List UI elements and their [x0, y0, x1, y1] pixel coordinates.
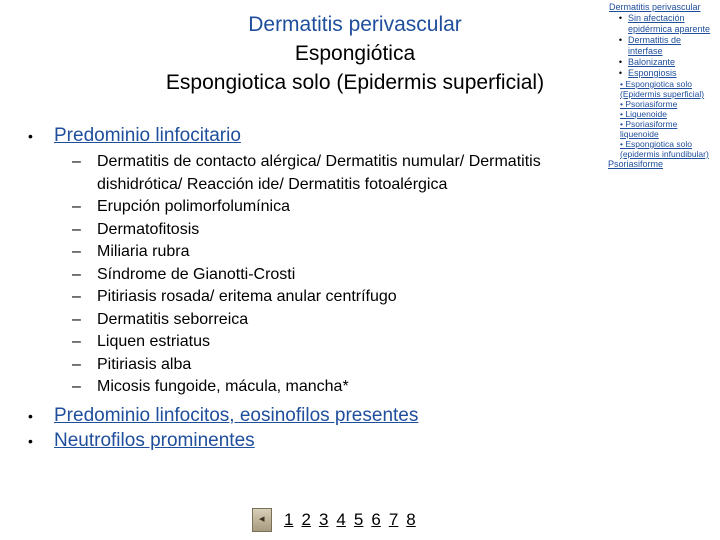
list-item: [72, 219, 598, 242]
bullet-dot-icon: •: [618, 35, 622, 45]
title-line-3: Espongiotica solo (Epidermis superficial): [165, 71, 545, 94]
mini-level1-link[interactable]: Balonizante: [628, 57, 676, 67]
list-item-text: Pitiriasis alba: [97, 355, 192, 373]
list-item-text: Liquen estriatus: [97, 333, 210, 350]
page-link-7[interactable]: 7: [388, 510, 399, 529]
slide-title: [148, 10, 562, 97]
dash-icon: –: [72, 288, 81, 305]
page-link-4[interactable]: 4: [336, 510, 346, 529]
main-content: [28, 125, 598, 452]
page-number-list: [284, 510, 424, 530]
mini-level1-item[interactable]: [598, 68, 718, 79]
list-item: [72, 196, 598, 219]
dash-icon: –: [72, 310, 81, 328]
list-item: [72, 354, 598, 377]
list-item: [72, 151, 598, 196]
list-item-text: Miliaria rubra: [97, 243, 190, 260]
bullet-dot-icon: •: [618, 57, 622, 67]
list-item: [72, 286, 598, 309]
mini-level1-link[interactable]: Sin afectación epidérmica aparente: [628, 13, 711, 34]
dash-icon: –: [72, 153, 81, 170]
nav-home-button[interactable]: [252, 508, 272, 532]
dash-icon: –: [72, 355, 81, 373]
dash-icon: –: [72, 378, 81, 395]
list-item: [72, 241, 598, 264]
dash-icon: –: [72, 333, 81, 350]
page-link-3[interactable]: 3: [318, 510, 329, 529]
mini-level2-link[interactable]: • Espongiotica solo (Epidermis superficial): [620, 79, 705, 99]
list-item-text: Dermatitis seborreica: [97, 310, 249, 328]
page-link-6[interactable]: 6: [371, 510, 381, 529]
dash-icon: –: [72, 220, 81, 238]
list-item-text: Dermatitis de contacto alérgica/ Dermatitis numular/ Dermatitis dishidrótica/ Reacción ide/ Dermatitis fotoalérgica: [97, 153, 541, 193]
mini-psoriasiforme-link[interactable]: Psoriasiforme: [608, 159, 664, 169]
title-line-2: Espongiótica: [294, 42, 416, 65]
mini-level1-list: [598, 13, 718, 79]
mini-level1-item[interactable]: [598, 35, 718, 57]
home-icon: ◂: [259, 513, 265, 525]
mini-header-link[interactable]: Dermatitis perivascular: [609, 2, 701, 12]
dash-icon: –: [72, 265, 81, 283]
bullet-link[interactable]: Neutrofilos prominentes: [54, 429, 255, 451]
list-item-text: Micosis fungoide, mácula, mancha*: [97, 378, 349, 395]
page-link-2[interactable]: 2: [301, 510, 311, 529]
page-link-8[interactable]: 8: [406, 510, 416, 529]
page-link-5[interactable]: 5: [353, 510, 364, 529]
page-link-1[interactable]: 1: [284, 510, 294, 529]
bullet-dot-icon: •: [28, 432, 33, 449]
mini-level2-link[interactable]: • Psoriasiforme liquenoide: [620, 119, 678, 139]
list-item: [72, 264, 598, 287]
mini-level1-item[interactable]: [598, 13, 718, 35]
sub-items-list: [28, 151, 598, 399]
bullet-dot-icon: •: [618, 13, 622, 23]
mini-level2-link[interactable]: • Espongiotica solo (epidermis infundibular): [620, 139, 709, 159]
bullet-link[interactable]: Predominio linfocitos, eosinofilos presentes: [54, 404, 419, 426]
title-line-1: Dermatitis perivascular: [248, 13, 462, 36]
bullet-dot-icon: •: [28, 407, 33, 424]
mini-level2-link[interactable]: • Psoriasiforme: [620, 99, 678, 109]
list-item: [72, 309, 598, 332]
bullet-link[interactable]: Predominio linfocitario: [54, 125, 241, 146]
dash-icon: –: [72, 198, 81, 215]
bullet-dot-icon: •: [28, 128, 33, 144]
list-item: [72, 331, 598, 354]
list-item-text: Síndrome de Gianotti-Crosti: [97, 265, 296, 283]
mini-level1-link[interactable]: Espongiosis: [628, 68, 677, 78]
bullet-dot-icon: •: [618, 68, 622, 78]
list-item-text: Dermatofitosis: [97, 220, 200, 238]
mini-level1-link[interactable]: Dermatitis de interfase: [628, 35, 682, 56]
mini-level1-item[interactable]: [598, 57, 718, 68]
bullet-predominio-linfocitario[interactable]: [28, 125, 598, 147]
list-item-text: Pitiriasis rosada/ eritema anular centrífugo: [97, 288, 397, 305]
dash-icon: –: [72, 243, 81, 260]
mini-level2-list: [598, 79, 718, 159]
list-item: [72, 376, 598, 399]
list-item-text: Erupción polimorfolumínica: [97, 198, 290, 215]
page-navigation: [252, 508, 424, 532]
mini-level2-link[interactable]: • Liquenoide: [620, 109, 667, 119]
bullet-linfocitos-eosinofilos[interactable]: [28, 405, 598, 427]
bullet-neutrofilos[interactable]: [28, 430, 598, 452]
mini-navigation: [598, 2, 718, 170]
